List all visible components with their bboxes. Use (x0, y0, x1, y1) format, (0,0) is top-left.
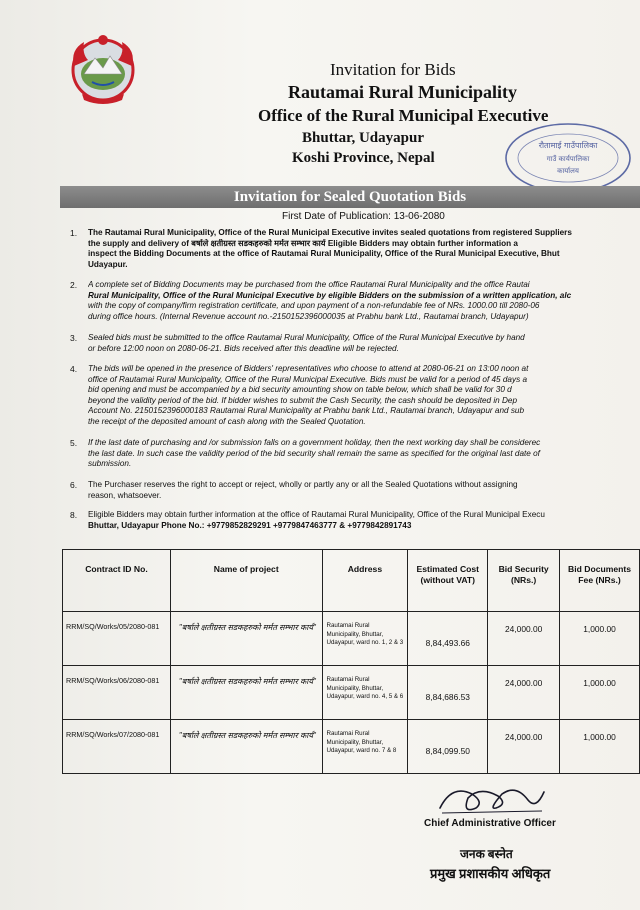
project-name: "बर्षाले क्षतीग्रस्त सडकहरुको मर्मत सम्भार कार्य" (170, 666, 322, 720)
clause-line: with the copy of company/firm registration certificate, and upon payment of a non-refundable fee of NRs. 1000.00 till 2080-06 (88, 301, 540, 311)
clause-line: Account No. 2150152396000183 Rautamai Rural Municipality at Prabhu bank Ltd., Rautamai branch, Udayapur and sub (88, 406, 525, 416)
column-header: Contract ID No. (63, 550, 171, 612)
clause-line: bid opening and must be accompanied by a bid security amounting show on table below, which shall be valid for 30 d (88, 385, 512, 395)
clause-line: office of Rautamai Rural Municipality, Office of the Rural Municipal Executive. Bids must be valid for a period of 45 days a (88, 374, 527, 384)
clause-number: 1. (70, 228, 78, 238)
project-name: "बर्षाले क्षतीग्रस्त सडकहरुको मर्मत सम्भार कार्य" (170, 720, 322, 774)
signatory-title: Chief Administrative Officer (424, 818, 556, 829)
project-address: Rautamai Rural Municipality, Bhuttar, Udayapur, ward no. 7 & 8 (322, 720, 408, 774)
clause-line: The Purchaser reserves the right to accept or reject, wholly or partly any or all the Sealed Quotations without assigning (88, 480, 518, 489)
svg-text:कार्यालय: कार्यालय (557, 167, 579, 175)
clause-line: the last date. In such case the validity period of the bid security shall remain the same as specified for the original last date of (88, 448, 540, 458)
clause-line: reason, whatsoever. (88, 490, 162, 500)
clause-number: 3. (70, 333, 78, 343)
contract-id: RRM/SQ/Works/06/2080-081 (63, 666, 171, 720)
clause-line: submission. (88, 459, 132, 469)
clause-line: Udayapur. (88, 259, 128, 269)
documents-fee: 1,000.00 (560, 612, 640, 666)
bid-security: 24,000.00 (488, 666, 560, 720)
column-header: Name of project (170, 550, 322, 612)
clause-line: the receipt of the deposited amount of cash along with the Sealed Quotation. (88, 416, 366, 426)
estimated-cost: 8,84,686.53 (408, 666, 488, 720)
clause-line: inspect the Bidding Documents at the office of Rautamai Rural Municipality, Office of the Rural Municipal Executive, Bhut (88, 249, 560, 259)
project-address: Rautamai Rural Municipality, Bhuttar, Udayapur, ward no. 4, 5 & 6 (322, 666, 408, 720)
contract-id: RRM/SQ/Works/05/2080-081 (63, 612, 171, 666)
column-header: Estimated Cost (without VAT) (408, 550, 488, 612)
estimated-cost: 8,84,099.50 (408, 720, 488, 774)
table-header-row (63, 550, 640, 612)
clause-number: 6. (70, 480, 78, 490)
clause-line: the supply and delivery of बर्षाले क्षतीग्रस्त सडकहरुको मर्मत सम्भार कार्य Eligible Bidders may obtain further information a (88, 238, 518, 248)
clause-number: 5. (70, 438, 78, 448)
office-name: Office of the Rural Municipal Executive (258, 106, 549, 125)
table-row (63, 666, 640, 720)
officer-designation: प्रमुख प्रशासकीय अधिकृत (430, 866, 551, 881)
clause-line: Sealed bids must be submitted to the office Rautamai Rural Municipality, Office of the Rural Municipal Executive by hand (88, 333, 525, 342)
header-province: Koshi Province, Nepal (292, 150, 435, 166)
section-banner: Invitation for Sealed Quotation Bids (60, 186, 640, 208)
clause-line: Bhuttar, Udayapur Phone No.: +9779852829291 +9779847463777 & +9779842891743 (88, 520, 412, 530)
column-header: Bid Security (NRs.) (488, 550, 560, 612)
documents-fee: 1,000.00 (560, 666, 640, 720)
table-row (63, 612, 640, 666)
clause-line: Eligible Bidders may obtain further information at the office of Rautamai Rural Municipality, Office of the Rural Municipal Execu (88, 510, 545, 519)
nepal-emblem-icon (62, 30, 144, 106)
header-title: Invitation for Bids (330, 60, 456, 79)
clause-line: Rural Municipality, Office of the Rural Municipal Executive by eligible Bidders on the submission of a written application, alc (88, 290, 572, 300)
office-stamp (502, 118, 634, 196)
clause-line: The bids will be opened in the presence of Bidders' representatives who choose to attend at 2080-06-21 on 13:00 noon at (88, 364, 529, 373)
project-name: "बर्षाले क्षतीग्रस्त सडकहरुको मर्मत सम्भार कार्य" (170, 612, 322, 666)
officer-name: जनक बस्नेत (460, 847, 513, 861)
clause-line: or before 12:00 noon on 2080-06-21. Bids received after this deadline will be rejected. (88, 343, 399, 353)
estimated-cost: 8,84,493.66 (408, 612, 488, 666)
clause-number: 8. (70, 510, 78, 520)
clause-number: 4. (70, 364, 78, 374)
clause-line: beyond the validity period of the bid. If bidder wishes to submit the Cash Security, the cash should be deposited in Dep (88, 395, 518, 405)
clause-number: 2. (70, 280, 78, 290)
column-header: Bid Documents Fee (NRs.) (560, 550, 640, 612)
clause-line: during office hours. (Internal Revenue account no.-2150152396000035 at Prabhu bank Ltd., Rautamai branch, Udayapur) (88, 311, 529, 321)
municipality-name: Rautamai Rural Municipality (288, 82, 518, 102)
contract-id: RRM/SQ/Works/07/2080-081 (63, 720, 171, 774)
bid-security: 24,000.00 (488, 612, 560, 666)
bid-security: 24,000.00 (488, 720, 560, 774)
clause-line: A complete set of Bidding Documents may be purchased from the office Rautamai Rural Municipality and the office Rautai (88, 280, 530, 289)
clause-line: If the last date of purchasing and /or submission falls on a government holiday, then the next working day shall be considerec (88, 438, 541, 447)
contracts-table (62, 549, 640, 773)
svg-text:रौतामाई गाउँपालिका: रौतामाई गाउँपालिका (538, 141, 598, 150)
svg-text:गाउँ कार्यपालिका: गाउँ कार्यपालिका (546, 155, 590, 163)
column-header: Address (322, 550, 408, 612)
clause-line: The Rautamai Rural Municipality, Office of the Rural Municipal Executive invites sealed quotations from registered Suppliers (88, 228, 572, 237)
header-location: Bhuttar, Udayapur (302, 130, 424, 146)
table-row (63, 720, 640, 774)
documents-fee: 1,000.00 (560, 720, 640, 774)
project-address: Rautamai Rural Municipality, Bhuttar, Udayapur, ward no. 1, 2 & 3 (322, 612, 408, 666)
officer-signature (432, 780, 552, 818)
publication-date: First Date of Publication: 13-06-2080 (282, 211, 445, 222)
